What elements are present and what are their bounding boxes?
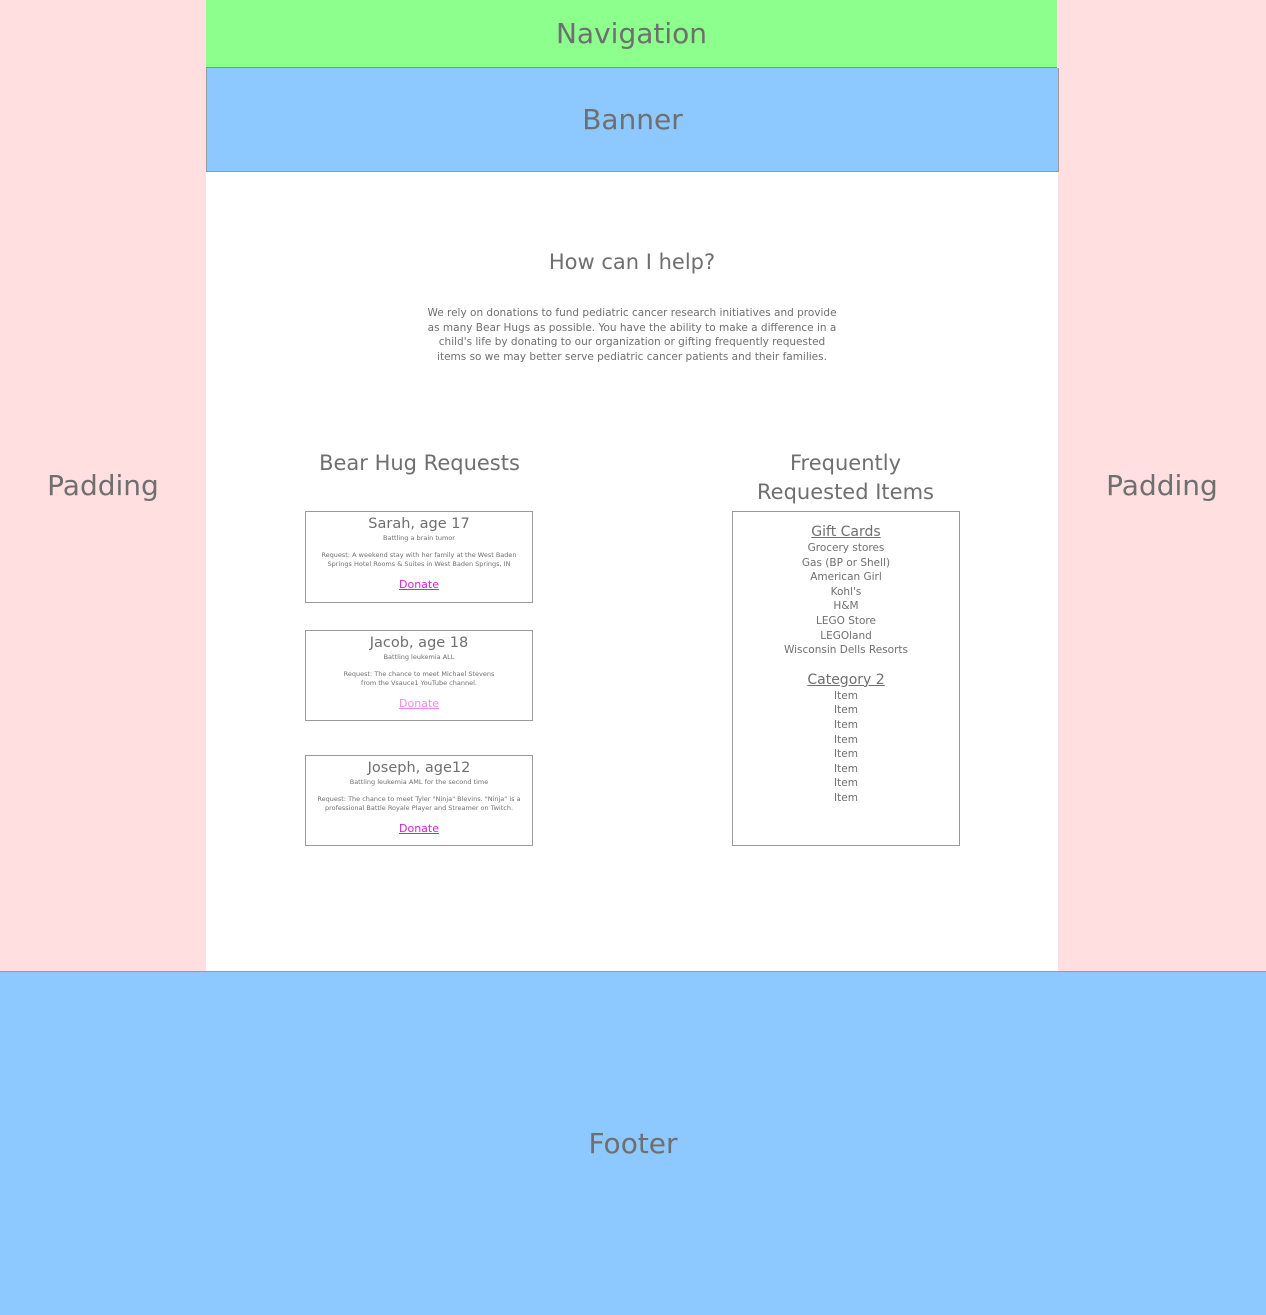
banner <box>206 68 1059 172</box>
footer-label: Footer <box>588 1127 678 1160</box>
padding-left-label: Padding <box>47 469 159 502</box>
bear-hug-requests-title: Bear Hug Requests <box>319 451 520 475</box>
main-content <box>206 172 1058 971</box>
category-heading-category-2[interactable]: Category 2 <box>807 671 885 688</box>
category-item: H&M <box>833 600 859 613</box>
donate-link-joseph[interactable]: Donate <box>399 822 439 835</box>
category-item: Item <box>834 704 858 717</box>
navigation-label: Navigation <box>555 17 708 50</box>
category-item: Wisconsin Dells Resorts <box>783 644 909 657</box>
category-item: Item <box>834 777 858 790</box>
request-card-jacob <box>305 630 533 721</box>
request-card-name: Jacob, age 18 <box>369 635 469 651</box>
category-item: Grocery stores <box>807 542 885 554</box>
banner-label: Banner <box>582 103 683 136</box>
padding-right <box>1058 0 1266 971</box>
category-item: Item <box>834 689 858 702</box>
help-description: We rely on donations to fund pediatric cancer research initiatives and provide as many Bear Hugs as possible. You have the ability to make a difference in a child's life by donating to our organization or gifting frequently requested items so we may better serve pediatric cancer patients and their families. <box>427 307 837 363</box>
request-card-joseph <box>305 755 533 846</box>
category-item: Gas (BP or Shell) <box>801 556 891 569</box>
request-card-diagnosis: Battling leukemia ALL <box>383 653 455 661</box>
padding-right-label: Padding <box>1106 469 1218 502</box>
request-card-name: Joseph, age12 <box>367 760 471 776</box>
request-card-diagnosis: Battling a brain tumor <box>383 534 455 542</box>
request-card-name: Sarah, age 17 <box>368 516 470 532</box>
donate-link-sarah[interactable]: Donate <box>399 578 439 591</box>
navigation-bar <box>206 0 1057 68</box>
padding-left <box>0 0 206 971</box>
category-item: LEGOland <box>820 629 872 642</box>
frequently-requested-items-title: Frequently Requested Items <box>757 451 934 504</box>
donate-link-jacob[interactable]: Donate <box>399 697 439 710</box>
category-item: American Girl <box>810 571 882 584</box>
category-item: Item <box>834 733 858 746</box>
help-title: How can I help? <box>548 250 716 274</box>
category-heading-gift-cards[interactable]: Gift Cards <box>811 524 881 540</box>
category-item: Item <box>834 762 858 775</box>
request-card-request: Request: The chance to meet Michael Stevens from the Vsauce1 YouTube channel. <box>343 670 495 687</box>
category-item: Item <box>834 748 858 761</box>
request-card-sarah <box>305 511 533 603</box>
category-item: LEGO Store <box>816 614 876 627</box>
request-card-request: Request: The chance to meet Tyler "Ninja" Blevins. "Ninja" is a professional Battle Royale Player and Streamer on Twitch. <box>317 795 521 812</box>
request-card-diagnosis: Battling leukemia AML for the second time <box>349 778 489 786</box>
request-card-request: Request: A weekend stay with her family at the West Baden Springs Hotel Rooms & Suites in West Baden Springs, IN <box>321 551 517 568</box>
footer <box>0 971 1266 1315</box>
category-item: Kohl's <box>830 585 862 598</box>
category-item: Item <box>834 791 858 804</box>
requested-items-box <box>732 511 960 846</box>
category-item: Item <box>834 718 858 731</box>
